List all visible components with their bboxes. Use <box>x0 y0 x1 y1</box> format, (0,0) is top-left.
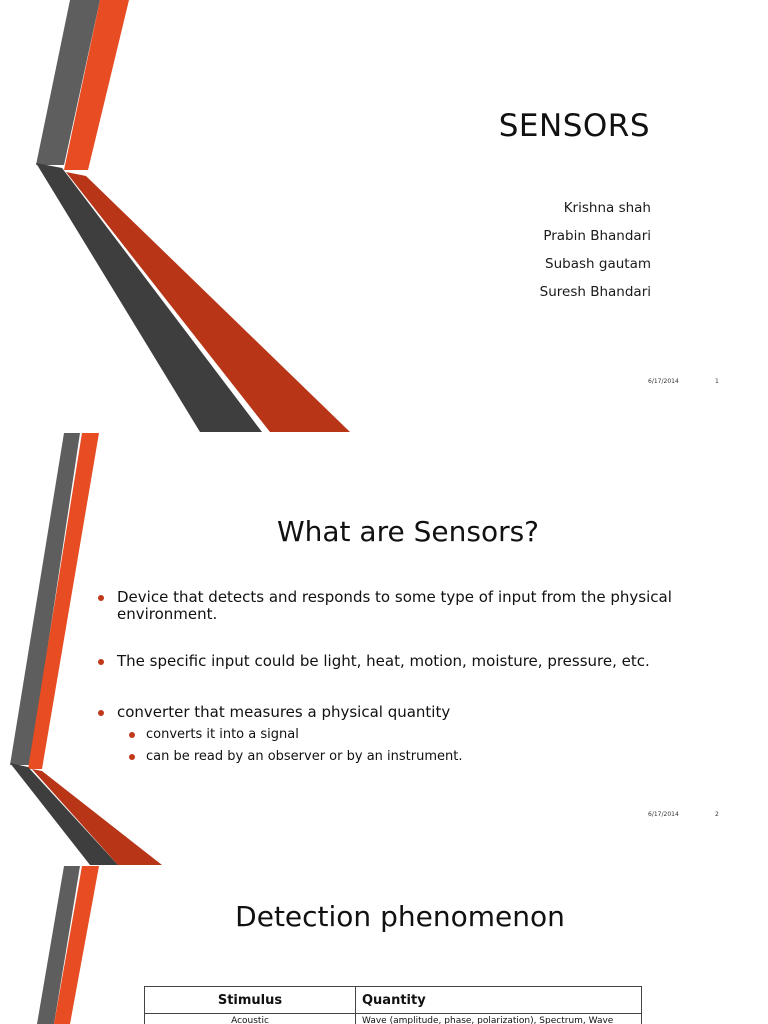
wedge-dark <box>36 163 262 432</box>
sub-bullet-item: converts it into a signal <box>96 727 676 743</box>
page-number: 1 <box>715 378 719 385</box>
bullet-list <box>96 589 676 765</box>
slide-date: 6/17/2014 <box>648 811 679 818</box>
slide-2 <box>0 433 768 865</box>
bullet-item: Device that detects and responds to some type of input from the physical environment. <box>96 589 676 623</box>
table-header-row <box>145 987 642 1014</box>
author-name: Suresh Bhandari <box>539 284 651 300</box>
author-name: Prabin Bhandari <box>543 228 651 244</box>
column-header-quantity: Quantity <box>356 987 642 1014</box>
column-header-stimulus: Stimulus <box>145 987 356 1014</box>
slide-3 <box>0 866 768 1024</box>
slide-title: Detection phenomenon <box>235 900 565 933</box>
table-row <box>145 1014 642 1024</box>
sub-bullet-item: can be read by an observer or by an instrument. <box>96 749 676 765</box>
decorative-stripes <box>0 0 768 432</box>
author-list <box>540 198 651 310</box>
slide-1 <box>0 0 768 432</box>
slide-date: 6/17/2014 <box>648 378 679 385</box>
table-cell: Wave (amplitude, phase, polarization), Spectrum, Wave <box>356 1014 642 1024</box>
phenomenon-table <box>144 986 642 1024</box>
slide-title: What are Sensors? <box>276 515 540 548</box>
author-name: Krishna shah <box>563 200 651 216</box>
wedge-dark <box>10 763 118 865</box>
slide-title: SENSORS <box>498 108 650 144</box>
table-cell: Acoustic <box>145 1014 356 1024</box>
bullet-item: converter that measures a physical quantity <box>96 704 676 721</box>
bullet-item: The specific input could be light, heat, motion, moisture, pressure, etc. <box>96 653 676 670</box>
page-number: 2 <box>715 811 719 818</box>
author-name: Subash gautam <box>545 256 651 272</box>
